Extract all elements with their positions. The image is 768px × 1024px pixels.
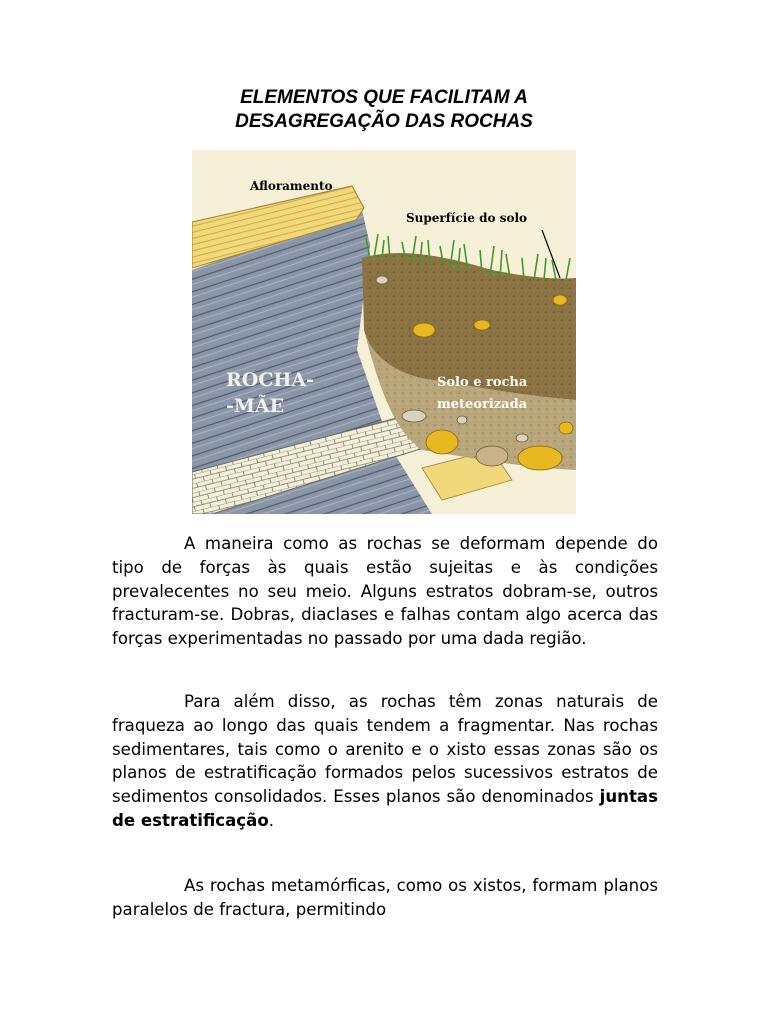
label-rocha-2: -MÃE <box>226 395 285 417</box>
rock-weathering-illustration <box>192 150 576 514</box>
paragraph-2-text: Para além disso, as rochas têm zonas naturais de fraqueza ao longo das quais tendem a fragmentar. Nas rochas sedimentares, tais como o arenito e o xisto essas zonas são os planos de estratificação formados pelos sucessivos estratos de sedimentos consolidados. Esses planos são denominados <box>112 692 658 807</box>
page-title <box>0 86 768 134</box>
label-afloramento: Afloramento <box>250 179 333 193</box>
label-rocha-1: ROCHA- <box>226 369 315 391</box>
label-solo-2: meteorizada <box>437 397 528 412</box>
paragraph-2-bold-term: juntas de estratificação <box>112 787 658 830</box>
paragraph-2 <box>112 690 658 833</box>
label-superficie: Superfície do solo <box>406 211 528 225</box>
title-line-1: ELEMENTOS QUE FACILITAM A <box>240 87 528 108</box>
title-line-2: DESAGREGAÇÃO DAS ROCHAS <box>235 111 533 132</box>
paragraph-2-end: . <box>268 810 275 830</box>
paragraph-1: A maneira como as rochas se deformam depende do tipo de forças às quais estão sujeitas e às condições prevalecentes no seu meio. Alguns estratos dobram-se, outros fracturam-se. Dobras, diaclases e falhas contam algo acerca das forças experimentadas no passado por uma dada região. <box>112 534 658 649</box>
paragraph-3: As rochas metamórficas, como os xistos, formam planos paralelos de fractura, permitindo <box>112 876 658 919</box>
label-solo-1: Solo e rocha <box>437 375 528 390</box>
